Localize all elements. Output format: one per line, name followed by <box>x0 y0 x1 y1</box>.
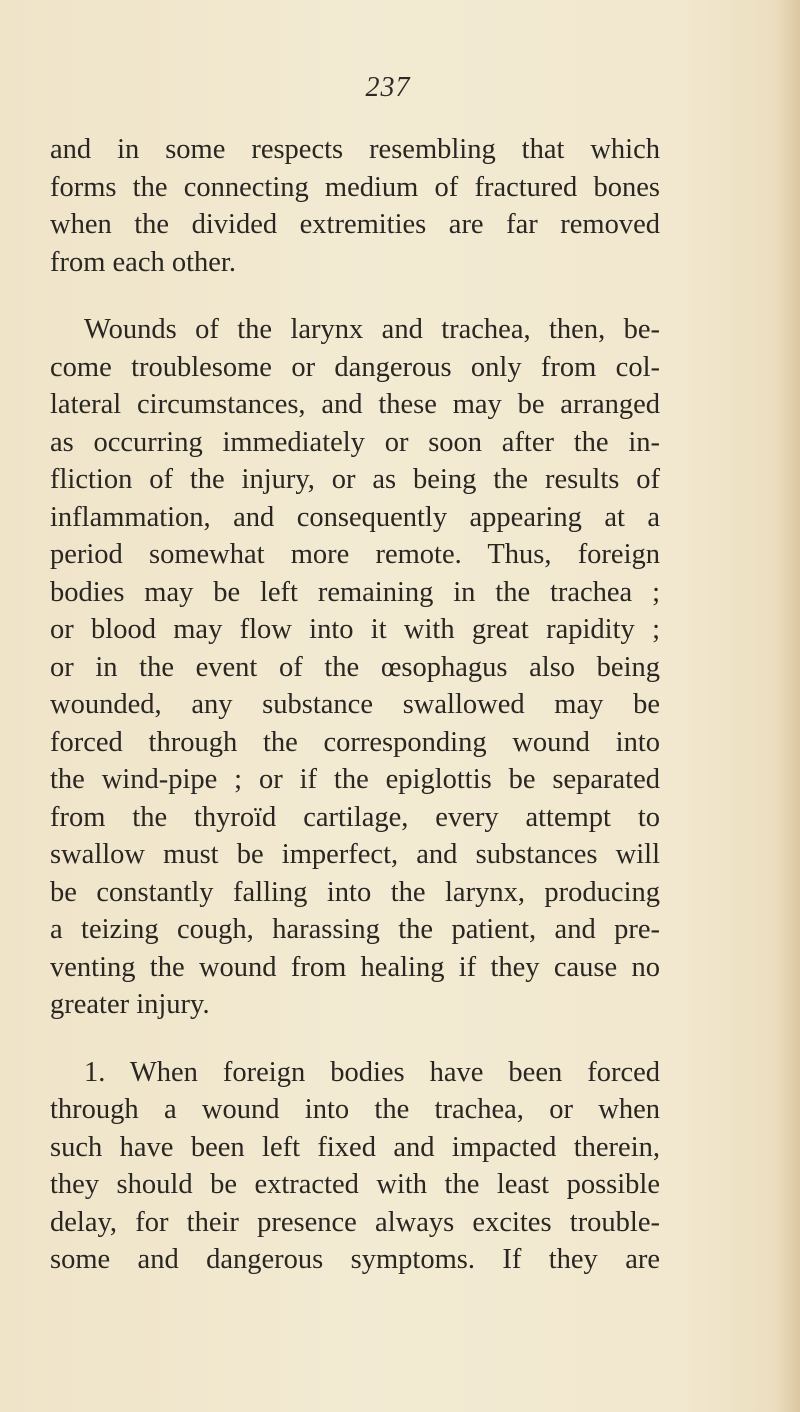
text-line: a teizing cough, harassing the patient, and pre- <box>50 914 660 945</box>
text-line: such have been left fixed and impacted therein, <box>50 1131 660 1163</box>
text-line: through a wound into the trachea, or when <box>50 1094 660 1125</box>
paragraph-1 <box>50 131 660 281</box>
text-line: come troublesome or dangerous only from col- <box>50 351 660 383</box>
text-line: the wind-pipe ; or if the epiglottis be separated <box>50 764 660 795</box>
text-line: be constantly falling into the larynx, producing <box>50 876 660 908</box>
text-line: and in some respects resembling that which <box>50 134 660 165</box>
paragraph-3 <box>50 1054 660 1279</box>
paragraph-2 <box>50 311 660 1024</box>
text-line: swallow must be imperfect, and substances will <box>50 839 660 870</box>
text-line: 1. When foreign bodies have been forced <box>84 1056 660 1088</box>
text-line: forced through the corresponding wound into <box>50 726 660 758</box>
text-line: or blood may flow into it with great rapidity ; <box>50 614 660 645</box>
text-line: forms the connecting medium of fractured bones <box>50 171 660 203</box>
text-line: they should be extracted with the least possible <box>50 1169 660 1200</box>
text-line: from the thyroïd cartilage, every attempt to <box>50 801 660 833</box>
text-line: period somewhat more remote. Thus, foreign <box>50 539 660 570</box>
text-line: bodies may be left remaining in the trachea ; <box>50 576 660 608</box>
body-text <box>50 131 660 1279</box>
page-number: 237 <box>365 72 411 103</box>
text-line: inflammation, and consequently appearing at a <box>50 501 660 533</box>
text-line: greater injury. <box>50 989 210 1020</box>
text-line: or in the event of the œsophagus also being <box>50 651 660 683</box>
text-line: delay, for their presence always excites trouble- <box>50 1206 660 1238</box>
text-line: Wounds of the larynx and trachea, then, be- <box>84 314 660 345</box>
text-line: from each other. <box>50 246 236 278</box>
text-line: lateral circumstances, and these may be arranged <box>50 389 660 420</box>
text-line: some and dangerous symptoms. If they are <box>50 1244 660 1275</box>
text-line: venting the wound from healing if they cause no <box>50 951 660 983</box>
page-edge-shadow <box>774 0 800 1412</box>
text-line: wounded, any substance swallowed may be <box>50 689 660 720</box>
text-line: as occurring immediately or soon after the in- <box>50 426 660 458</box>
text-line: when the divided extremities are far removed <box>50 209 660 240</box>
text-line: fliction of the injury, or as being the results of <box>50 464 660 495</box>
